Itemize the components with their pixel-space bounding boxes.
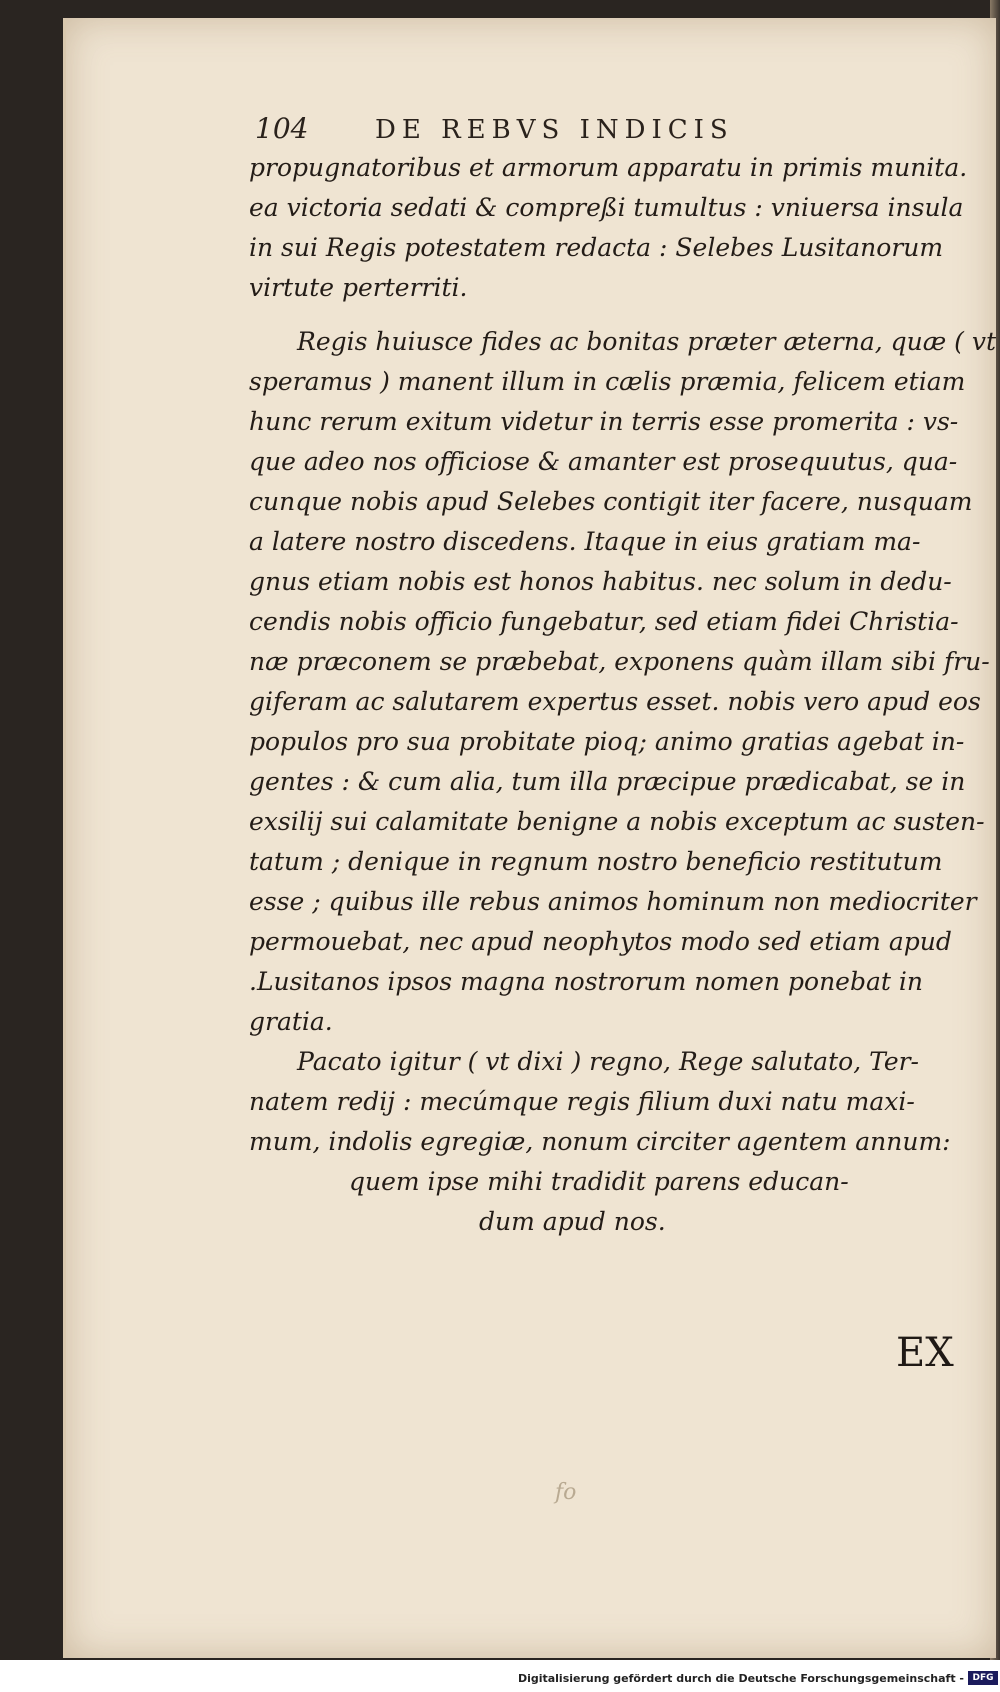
text-line: cendis nobis officio fungebatur, sed etiam fidei Christia-	[249, 607, 959, 636]
text-line: populos pro sua probitate pioq; animo gratias agebat in-	[249, 727, 965, 756]
text-line: virtute perterriti.	[249, 273, 468, 302]
digitization-footer	[0, 1666, 1000, 1692]
text-line: speramus ) manent illum in cælis præmia, felicem etiam	[249, 367, 966, 396]
text-line: .Lusitanos ipsos magna nostrorum nomen ponebat in	[249, 967, 923, 996]
paragraph-start-line: Regis huiusce fides ac bonitas præter æterna, quæ ( vt	[297, 327, 997, 356]
text-line: gentes : & cum alia, tum illa præcipue prædicabat, se in	[249, 767, 966, 796]
text-line: a latere nostro discedens. Itaque in eius gratiam ma-	[249, 527, 921, 556]
marginal-ink-mark: fo	[555, 1480, 577, 1505]
text-line: exsilij sui calamitate benigne a nobis exceptum ac susten-	[249, 807, 985, 836]
text-line: in sui Regis potestatem redacta : Selebes Lusitanorum	[249, 233, 944, 262]
text-line: propugnatoribus et armorum apparatu in primis munita.	[249, 153, 968, 182]
page-number: 104	[255, 112, 309, 145]
text-line: næ præconem se præbebat, exponens quàm illam sibi fru-	[249, 647, 990, 676]
text-line: que adeo nos officiose & amanter est prosequutus, qua-	[249, 447, 958, 476]
page-header	[255, 112, 835, 148]
text-line: mum, indolis egregiæ, nonum circiter agentem annum:	[249, 1127, 951, 1156]
text-line: cunque nobis apud Selebes contigit iter facere, nusquam	[249, 487, 973, 516]
paragraph-start-line: Pacato igitur ( vt dixi ) regno, Rege salutato, Ter-	[297, 1047, 920, 1076]
text-line: quem ipse mihi tradidit parens educan-	[349, 1167, 849, 1196]
text-line: natem redij : mecúmque regis filium duxi natu maxi-	[249, 1087, 915, 1116]
text-line: tatum ; denique in regnum nostro beneficio restitutum	[249, 847, 943, 876]
dfg-logo: DFG	[968, 1671, 998, 1685]
text-line: giferam ac salutarem expertus esset. nobis vero apud eos	[249, 687, 981, 716]
text-line: dum apud nos.	[479, 1207, 666, 1236]
text-line: hunc rerum exitum videtur in terris esse promerita : vs-	[249, 407, 959, 436]
text-line: gratia.	[249, 1007, 333, 1036]
funding-credit: Digitalisierung gefördert durch die Deutsche Forschungsgemeinschaft -	[517, 1672, 964, 1685]
text-line: esse ; quibus ille rebus animos hominum non mediocriter	[249, 887, 977, 916]
running-head: DE REBVS INDICIS	[375, 115, 734, 145]
text-line: gnus etiam nobis est honos habitus. nec solum in dedu-	[249, 567, 952, 596]
page-body-text	[249, 148, 997, 1242]
text-line: ea victoria sedati & compreßi tumultus : vniuersa insula	[249, 193, 964, 222]
text-line: permouebat, nec apud neophytos modo sed etiam apud	[249, 927, 952, 956]
catchword: EX	[896, 1330, 954, 1376]
